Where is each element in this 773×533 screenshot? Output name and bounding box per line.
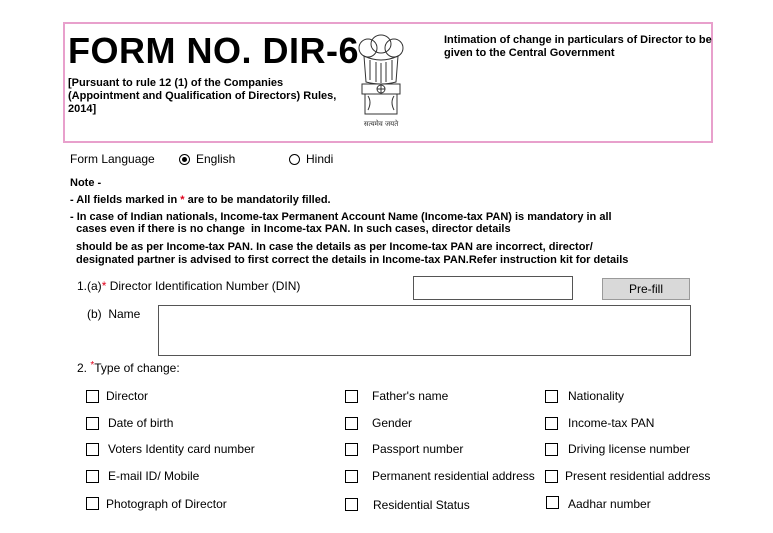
present-address-label: Present residential address	[565, 469, 711, 483]
note-pan-line-1: - In case of Indian nationals, Income-tax Permanent Account Name (Income-tax PAN) is mandatory in all	[70, 211, 612, 223]
din-label: 1.(a)* Director Identification Number (DIN)	[77, 279, 301, 293]
director-checkbox[interactable]	[86, 390, 99, 403]
income-tax-pan-checkbox[interactable]	[545, 417, 558, 430]
email-mobile-label: E-mail ID/ Mobile	[108, 469, 200, 483]
aadhar-number-checkbox[interactable]	[546, 496, 559, 509]
name-label: (b) Name	[87, 307, 141, 321]
income-tax-pan-label: Income-tax PAN	[568, 416, 655, 430]
residential-status-label: Residential Status	[373, 498, 470, 512]
language-hindi-radio[interactable]	[289, 154, 300, 165]
language-english-radio[interactable]	[179, 154, 190, 165]
fathers-name-checkbox[interactable]	[345, 390, 358, 403]
voters-id-checkbox[interactable]	[86, 443, 99, 456]
driving-license-checkbox[interactable]	[545, 443, 558, 456]
form-intimation-text: Intimation of change in particulars of Director to be given to the Central Government	[444, 34, 712, 59]
nationality-checkbox[interactable]	[545, 390, 558, 403]
gender-checkbox[interactable]	[345, 417, 358, 430]
driving-license-label: Driving license number	[568, 442, 691, 456]
permanent-address-label: Permanent residential address	[372, 469, 535, 483]
national-emblem-icon	[350, 30, 412, 130]
photograph-checkbox[interactable]	[86, 497, 99, 510]
name-field[interactable]	[158, 305, 691, 356]
photograph-label: Photograph of Director	[106, 497, 227, 511]
note-heading: Note -	[70, 177, 102, 189]
director-label: Director	[106, 389, 149, 403]
passport-number-checkbox[interactable]	[345, 443, 358, 456]
aadhar-number-label: Aadhar number	[568, 497, 651, 511]
emblem-caption: सत्यमेव जयते	[363, 120, 399, 128]
date-of-birth-checkbox[interactable]	[86, 417, 99, 430]
residential-status-checkbox[interactable]	[345, 498, 358, 511]
note-pan-line-3: should be as per Income-tax PAN. In case the details as per Income-tax PAN are incorrect, director/	[76, 241, 593, 253]
form-title: FORM NO. DIR-6	[68, 30, 359, 71]
form-language-label: Form Language	[70, 152, 155, 166]
passport-number-label: Passport number	[372, 442, 464, 456]
date-of-birth-label: Date of birth	[108, 416, 174, 430]
voters-id-label: Voters Identity card number	[108, 442, 255, 456]
language-english-label: English	[196, 152, 236, 166]
language-hindi-label: Hindi	[306, 152, 334, 166]
gender-label: Gender	[372, 416, 413, 430]
din-input[interactable]	[413, 276, 573, 300]
note-pan-line-4: designated partner is advised to first correct the details in Income-tax PAN.Refer instruction kit for details	[76, 254, 629, 266]
email-mobile-checkbox[interactable]	[86, 470, 99, 483]
nationality-label: Nationality	[568, 389, 625, 403]
type-of-change-label: 2. *Type of change:	[77, 360, 180, 375]
fathers-name-label: Father's name	[372, 389, 449, 403]
form-subtitle: [Pursuant to rule 12 (1) of the Companies (Appointment and Qualification of Directors) Rules, 2014]	[68, 77, 337, 115]
prefill-button[interactable]: Pre-fill	[602, 278, 690, 300]
note-pan-line-2: cases even if there is no change in Income-tax PAN. In such cases, director details	[70, 223, 511, 235]
present-address-checkbox[interactable]	[545, 470, 558, 483]
note-mandatory: - All fields marked in * are to be mandatorily filled.	[70, 194, 331, 206]
permanent-address-checkbox[interactable]	[345, 470, 358, 483]
